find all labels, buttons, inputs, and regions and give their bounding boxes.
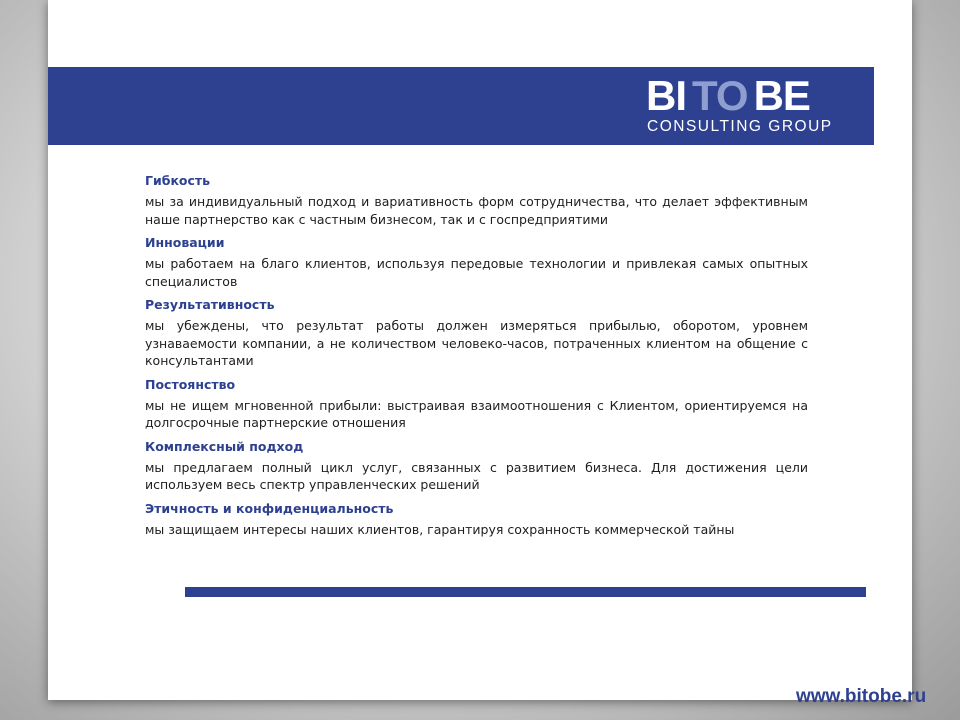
value-section-innovation <box>145 235 808 290</box>
section-text: мы защищаем интересы наших клиентов, гарантируя сохранность коммерческой тайны <box>145 521 735 537</box>
value-section-effectiveness <box>145 297 808 370</box>
section-heading: Результативность <box>145 297 275 312</box>
section-text: мы предлагаем полный цикл услуг, связанных с развитием бизнеса. Для достижения цели используем весь спектр управленческих решений <box>145 459 808 492</box>
section-heading: Комплексный подход <box>145 438 304 454</box>
section-text: мы убеждены, что результат работы должен измеряться прибылью, оборотом, уровнем узнаваемости компании, а не количеством человеко-часов, потраченных клиентом на общение с консультантами <box>145 318 808 368</box>
value-section-constancy <box>145 377 808 432</box>
logo-subtitle: CONSULTING GROUP <box>647 118 833 135</box>
bottom-divider-bar <box>185 587 866 597</box>
value-section-complex-approach <box>145 439 808 494</box>
section-text: мы работаем на благо клиентов, используя передовые технологии и привлекая самых опытных специалистов <box>145 256 808 289</box>
website-url[interactable]: www.bitobe.ru <box>796 686 927 707</box>
section-heading: Этичность и конфиденциальность <box>145 500 394 516</box>
section-heading: Постоянство <box>145 376 236 392</box>
value-section-flexibility <box>145 173 808 228</box>
logo-be: BE <box>753 72 810 119</box>
section-text: мы не ищем мгновенной прибыли: выстраивая взаимоотношения с Клиентом, ориентируемся на долгосрочные партнерские отношения <box>145 397 808 430</box>
logo-bi: BI <box>646 72 686 119</box>
value-section-ethics <box>145 501 808 539</box>
section-heading: Инновации <box>145 235 225 250</box>
logo-wordmark <box>646 72 810 120</box>
values-list <box>145 173 808 545</box>
section-heading: Гибкость <box>145 173 211 188</box>
logo-to: TO <box>692 72 748 119</box>
section-text: мы за индивидуальный подход и вариативность форм сотрудничества, что делает эффективным наше партнерство как с частным бизнесом, так и с госпредприятими <box>145 194 808 227</box>
company-logo <box>646 72 846 138</box>
